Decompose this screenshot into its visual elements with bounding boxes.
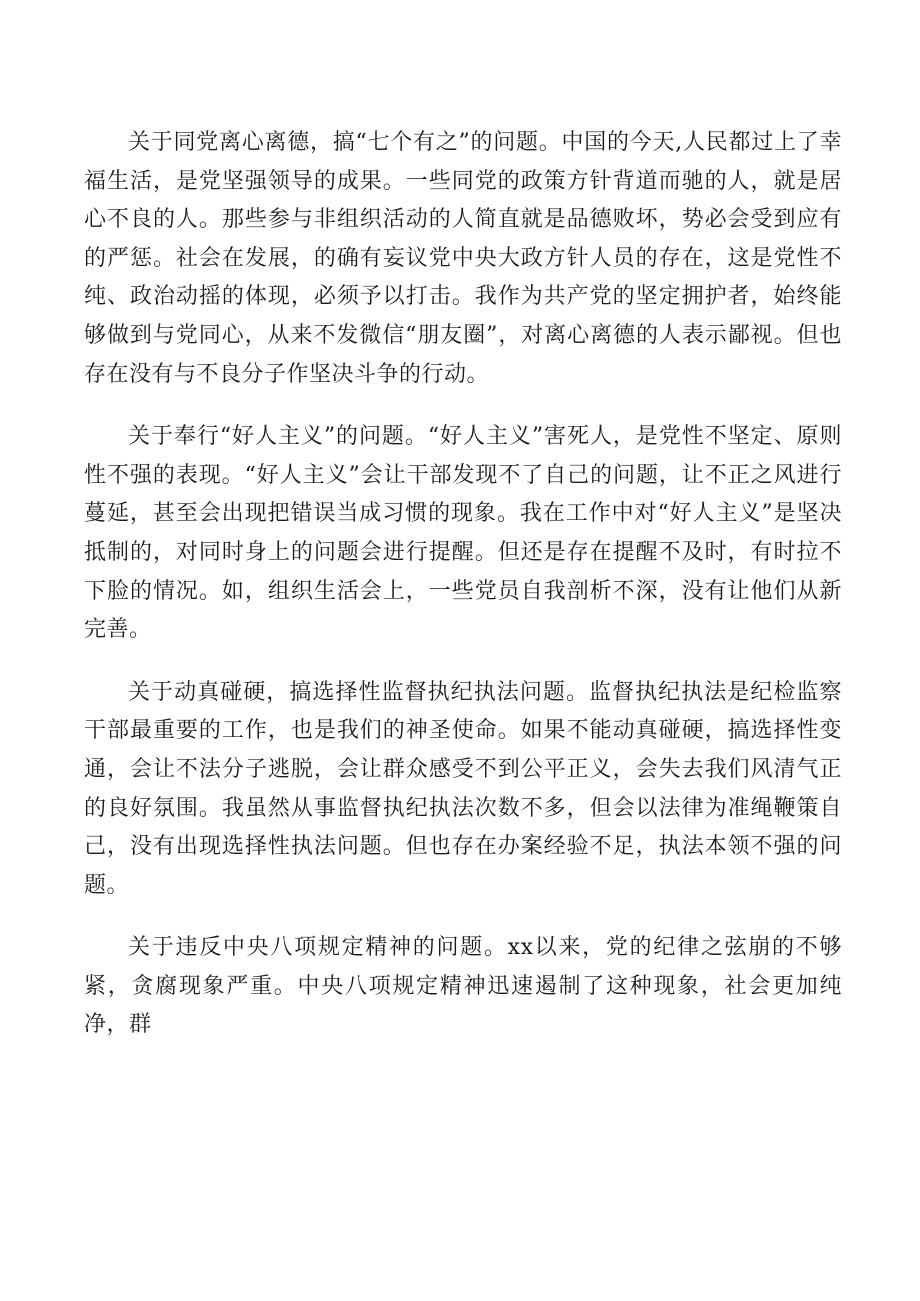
paragraph-2: 关于奉行“好人主义”的问题。“好人主义”害死人，是党性不坚定、原则性不强的表现。“好人主义”会让干部发现不了自己的问题，让不正之风进行蔓延，甚至会出现把错误当成习惯的现象。我在工作中对“好人主义”是坚决抵制的，对同时身上的问题会进行提醒。但还是存在提醒不及时，有时拉不下脸的情况。如，组织生活会上，一些党员自我剖析不深，没有让他们从新完善。 bbox=[84, 424, 842, 643]
paragraph-3: 关于动真碰硬，搞选择性监督执纪执法问题。监督执纪执法是纪检监察干部最重要的工作，也是我们的神圣使命。如果不能动真碰硬，搞选择性变通，会让不法分子逃脱，会让群众感受不到公平正义，会失去我们风清气正的良好氛围。我虽然从事监督执纪执法次数不多，但会以法律为准绳鞭策自己，没有出现选择性执法问题。但也存在办案经验不足，执法本领不强的问题。 bbox=[84, 679, 842, 898]
paragraph-1: 关于同党离心离德，搞“七个有之”的问题。中国的今天,人民都过上了幸福生活，是党坚强领导的成果。一些同党的政策方针背道而驰的人，就是居心不良的人。那些参与非组织活动的人简直就是品德败坏，势必会受到应有的严惩。社会在发展，的确有妄议党中央大政方针人员的存在，这是党性不纯、政治动摇的体现，必须予以打击。我作为共产党的坚定拥护者，始终能够做到与党同心，从来不发微信“朋友圈”，对离心离德的人表示鄙视。但也存在没有与不良分子作坚决斗争的行动。 bbox=[84, 130, 842, 387]
document-body bbox=[84, 124, 842, 1045]
paragraph-4: 关于违反中央八项规定精神的问题。xx以来，党的纪律之弦崩的不够紧，贪腐现象严重。中央八项规定精神迅速遏制了这种现象，社会更加纯净，群 bbox=[84, 935, 842, 1038]
